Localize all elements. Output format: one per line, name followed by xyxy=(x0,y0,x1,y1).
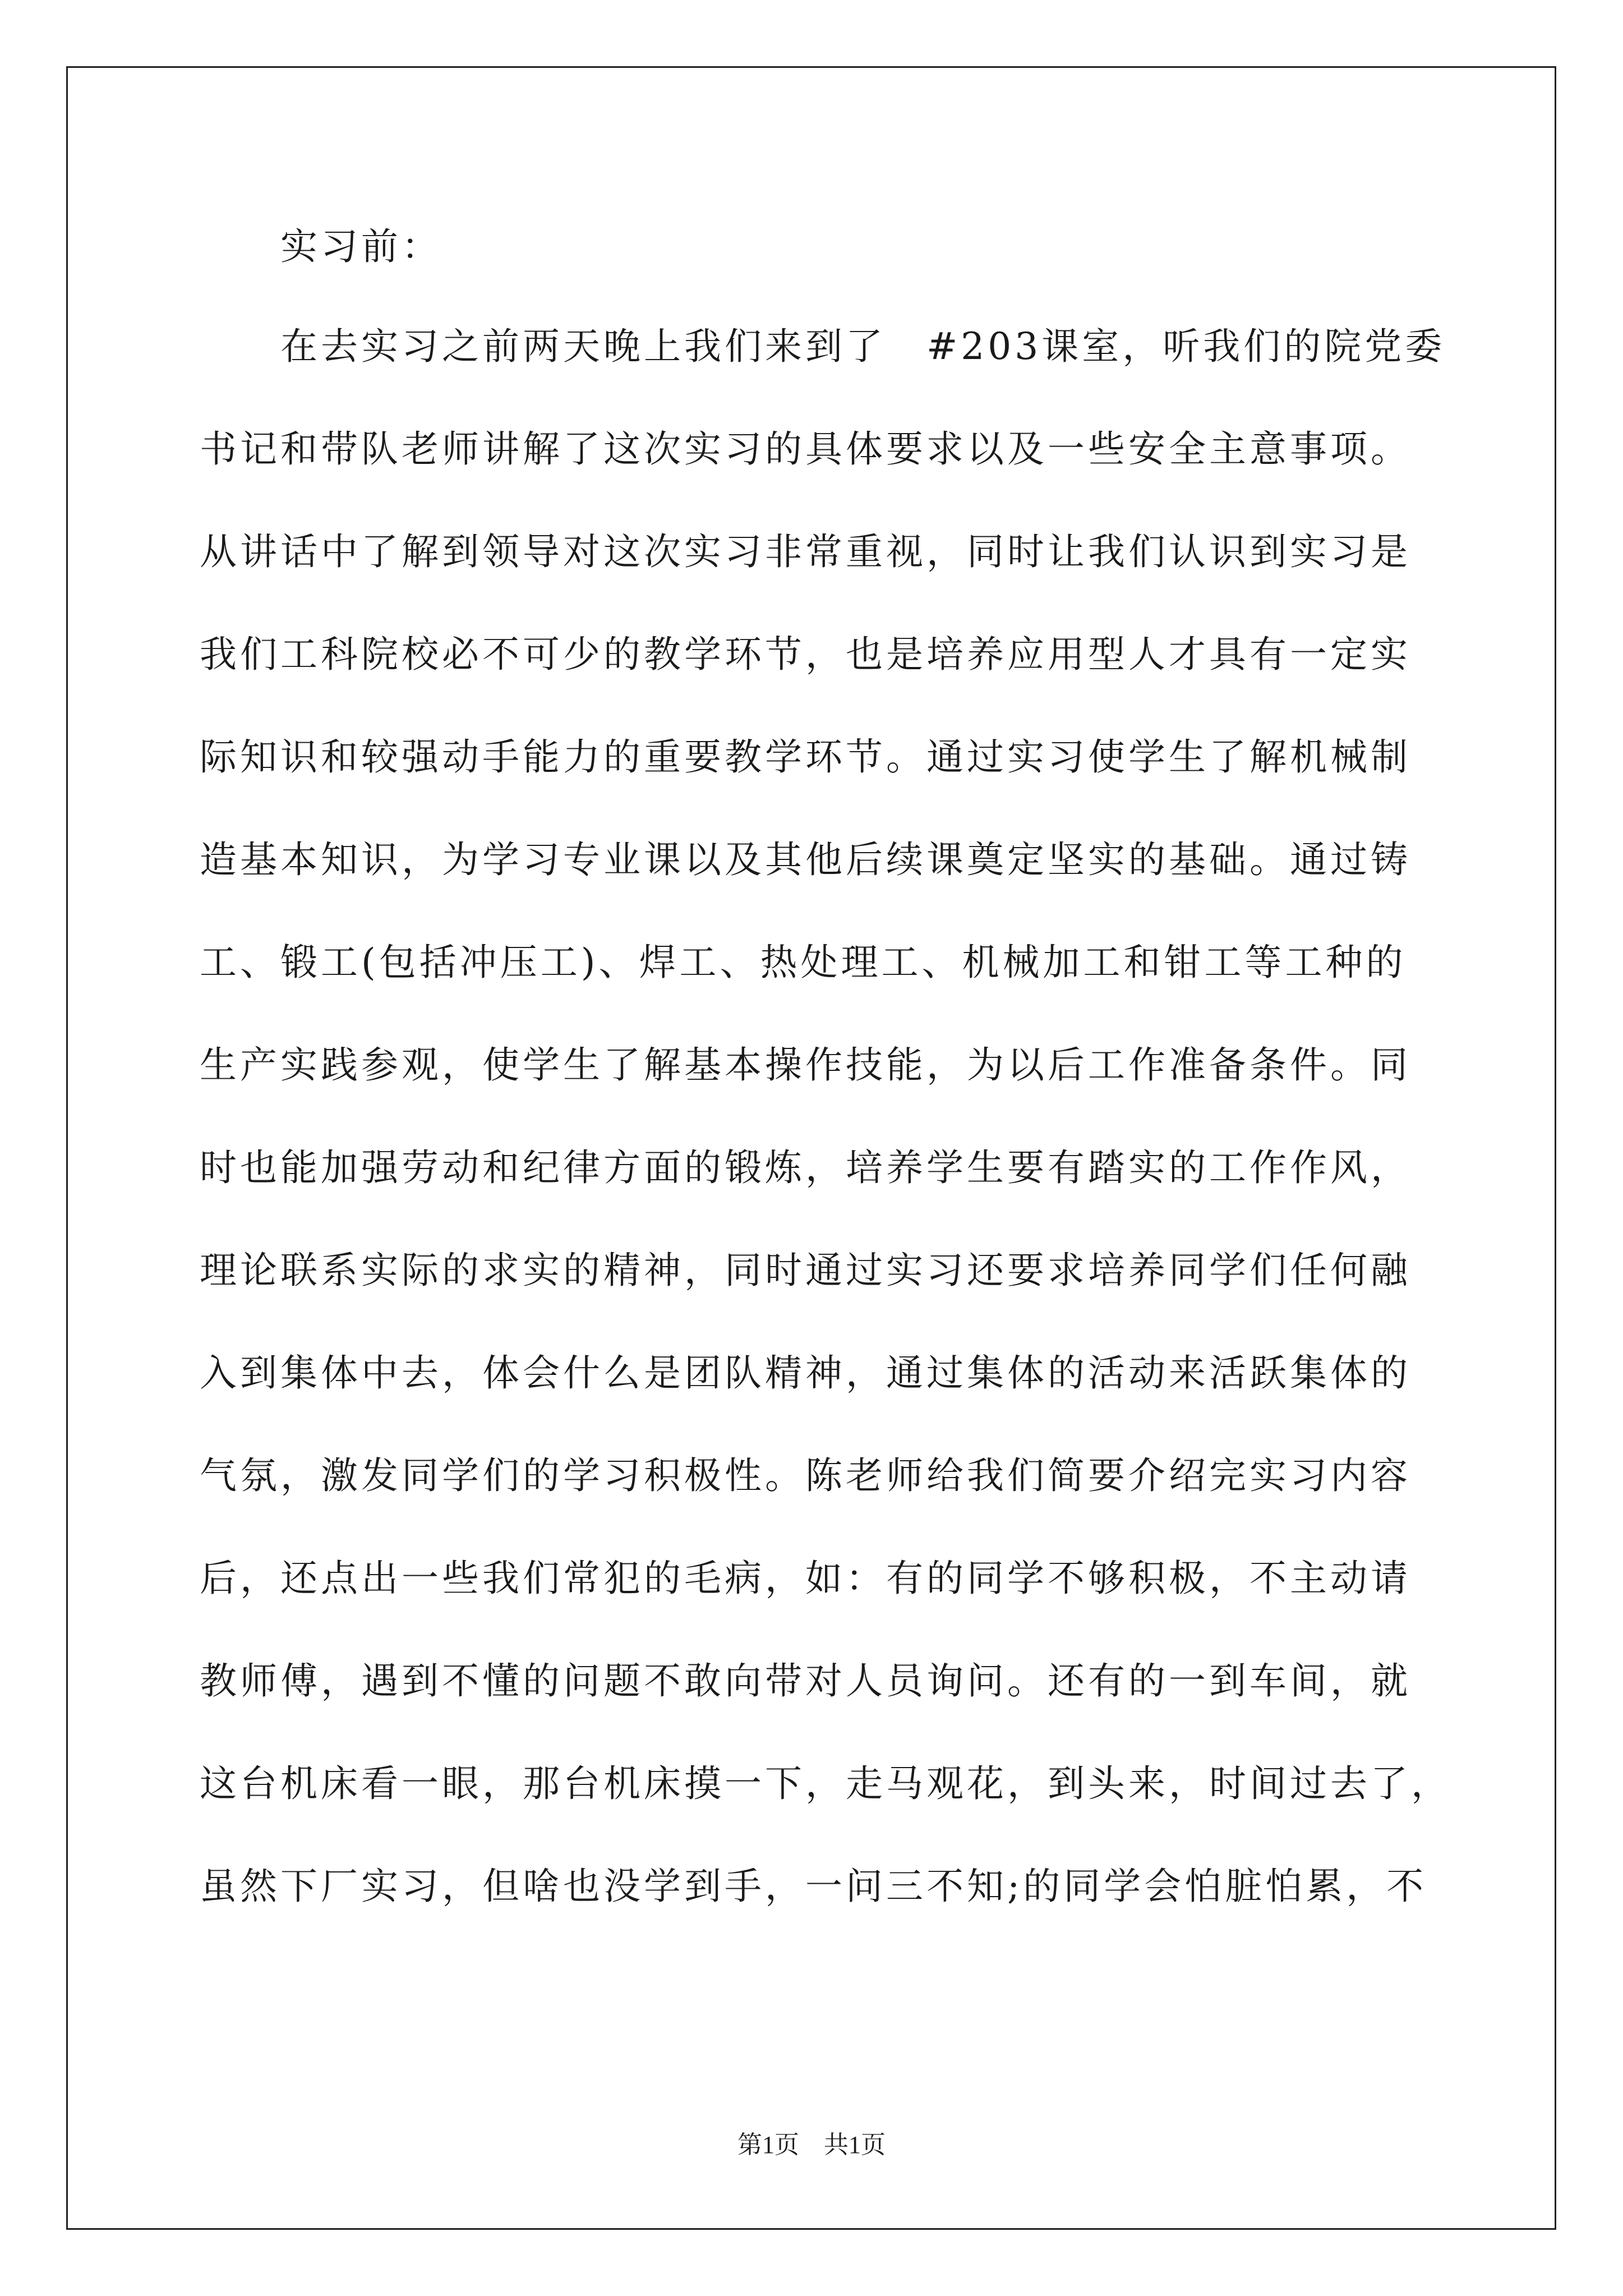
body-line: 造基本知识，为学习专业课以及其他后续课奠定坚实的基础。通过铸 xyxy=(200,838,1411,881)
body-line: 书记和带队老师讲解了这次实习的具体要求以及一些安全主意事项。 xyxy=(200,427,1411,471)
body-line: 入到集体中去，体会什么是团队精神，通过集体的活动来活跃集体的 xyxy=(200,1351,1411,1395)
body-line: 从讲话中了解到领导对这次实习非常重视，同时让我们认识到实习是 xyxy=(200,530,1411,573)
body-line: 在去实习之前两天晚上我们来到了 #203课室，听我们的院党委 xyxy=(280,325,1446,368)
body-line: 这台机床看一眼，那台机床摸一下，走马观花，到头来，时间过去了， xyxy=(200,1762,1451,1805)
body-line: 时也能加强劳动和纪律方面的锻炼，培养学生要有踏实的工作作风， xyxy=(200,1146,1411,1189)
body-line: 理论联系实际的求实的精神，同时通过实习还要求培养同学们任何融 xyxy=(200,1249,1411,1292)
section-heading: 实习前： xyxy=(280,225,442,268)
body-line: 生产实践参观，使学生了解基本操作技能，为以后工作准备条件。同 xyxy=(200,1043,1411,1087)
body-line: 后，还点出一些我们常犯的毛病，如：有的同学不够积极，不主动请 xyxy=(200,1557,1411,1600)
body-line: 教师傅，遇到不懂的问题不敢向带对人员询问。还有的一到车间，就 xyxy=(200,1659,1411,1703)
body-line: 际知识和较强动手能力的重要教学环节。通过实习使学生了解机械制 xyxy=(200,735,1411,779)
body-line: 我们工科院校必不可少的教学环节，也是培养应用型人才具有一定实 xyxy=(200,633,1411,676)
body-line: 工、锻工(包括冲压工)、焊工、热处理工、机械加工和钳工等工种的 xyxy=(200,941,1407,984)
page-number-footer: 第1页 共1页 xyxy=(737,2131,886,2159)
body-line: 虽然下厂实习，但啥也没学到手，一问三不知;的同学会怕脏怕累，不 xyxy=(200,1865,1427,1908)
body-line: 气氛，激发同学们的学习积极性。陈老师给我们简要介绍完实习内容 xyxy=(200,1454,1411,1497)
